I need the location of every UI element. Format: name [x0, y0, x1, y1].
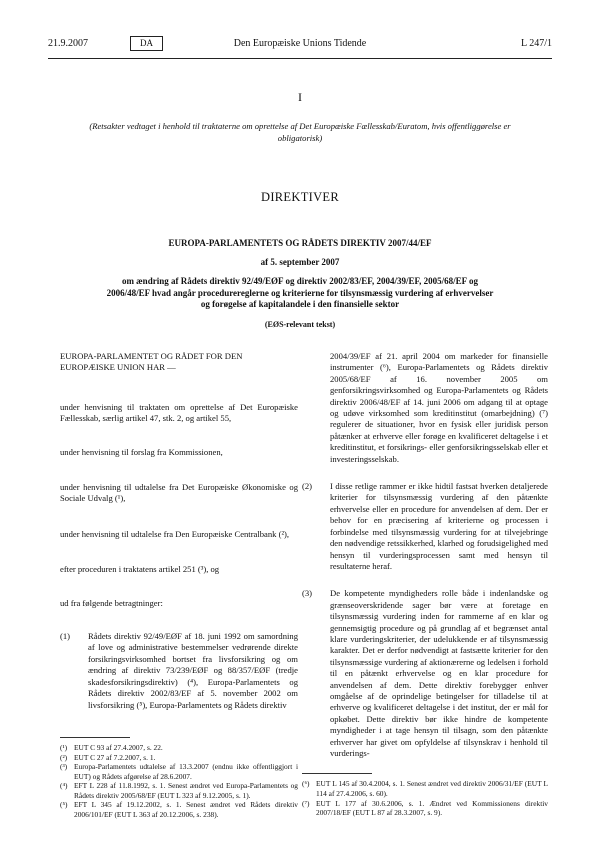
recital-number: (2) — [302, 481, 313, 492]
footnote-text: EUT C 93 af 27.4.2007, s. 22. — [74, 742, 163, 752]
recital-text: Rådets direktiv 92/49/EØF af 18. juni 1992 om samordning af love og administrative bestemmelser vedrørende direkte forsikringsvirksomhed bortset fra livsforsikring og om ændring af direktiv 73/239/EØF og 88/357/EØF (tredje skadesforsikringsdirektiv) (⁴), Europa-Parlamentets og Rådets direktiv 2002/83/EF af 5. november 2002 om livsforsikring (⁵), Europa-Parlamentets og Rådets direktiv — [88, 631, 298, 710]
footnote-number: (⁷) — [302, 798, 310, 808]
section-note: (Retsakter vedtaget i henhold til traktaterne om oprettelse af Det Europæiske Fællesskab/Euratom, hvis offentliggørelse er obligatorisk) — [89, 121, 511, 143]
footnote-rule — [60, 737, 130, 738]
recital-1-continued — [302, 351, 548, 465]
footnote-number: (⁶) — [302, 779, 310, 789]
citation: efter proceduren i traktatens artikel 251 (³), og — [60, 564, 220, 575]
right-column — [302, 351, 548, 818]
footnote-number: (³) — [60, 762, 68, 772]
header-rule — [48, 58, 552, 59]
footnote-text: EFT L 228 af 11.8.1992, s. 1. Senest ændret ved Europa-Parlamentets og Rådets direktiv 2005/68/EF (EUT L 323 af 9.12.2005, s. 1). — [74, 781, 298, 800]
footnote-rule — [302, 773, 372, 774]
footnote — [60, 753, 298, 763]
footnote-text: EUT C 27 af 7.2.2007, s. 1. — [74, 752, 156, 762]
footnote-number: (²) — [60, 752, 68, 762]
directive-date: af 5. september 2007 — [260, 257, 340, 267]
left-column — [60, 351, 298, 820]
eea-relevance: (EØS-relevant tekst) — [264, 320, 336, 329]
recital-3 — [302, 588, 548, 759]
directive-title: EUROPA-PARLAMENTETS OG RÅDETS DIREKTIV 2007/44/EF — [168, 238, 432, 248]
section-numeral: I — [298, 90, 302, 104]
footnote — [60, 762, 298, 781]
citation: under henvisning til traktaten om oprettelse af Det Europæiske Fællesskab, særlig artikel 47, stk. 2, og artikel 55, — [60, 401, 298, 424]
recital-number: (1) — [60, 631, 71, 642]
recital-text: De kompetente myndigheders rolle både i indenlandske og grænseoverskridende sager bør være at foretage en tilsynsmæssig vurdering inden for rammerne af en klar og gennemsigtig procedure og på grundlag af et begrænset antal klare vurderingskriterier, der udelukkende er af tilsynsmæssig karakter. Det er derfor nødvendigt at fastsætte kriterier for den tilsynsmæssige vurdering af aktionærerne og ledelsen i forhold til en påtænkt erhvervelse og en klar procedure for anvendelsen af dem. Dette direktiv forebygger enhver omgåelse af de oprindelige betingelser for tilladelse til at erhverve og kvalificeret deltagelse i det institut, der er mål for opkøbet. Dette direktiv bør ikke hindre de kompetente myndigheder i at tage hensyn til tilsagn, som den påtænkte erhverver har givet om opfyldelse af tilsynskrav i henhold til vurderings- — [330, 588, 548, 758]
recital-2 — [302, 481, 548, 572]
enacting-intro: EUROPA-PARLAMENTET OG RÅDET FOR DEN EUROPÆISKE UNION HAR — — [60, 351, 243, 373]
citation: under henvisning til forslag fra Kommissionen, — [60, 446, 223, 457]
recital-text: I disse retlige rammer er ikke hidtil fastsat hverken detaljerede kriterier for tilsynsmæssig vurdering af den påtænkte erhvervelse eller en procedure for anvendelsen af dem. Der er behov for en præcisering af kriterierne og processen i forbindelse med tilsynsmæssig vurdering for at tilvejebringe den nødvendige retssikkerhed, klarhed og forudsigelighed med hensyn til vurderingsprocessen samt med hensyn til resultaterne heraf. — [330, 481, 548, 571]
recital-text: 2004/39/EF af 21. april 2004 om markeder for finansielle instrumenter (⁶), Europa-Parlamentets og Rådets direktiv 2005/68/EF af 16. november 2005 om genforsikringsvirksomhed og Europa-Parlamentets og Rådets direktiv 2006/48/EF af 14. juni 2006 om adgang til at optage og udøve virksomhed som kreditinstitut (omarbejdning) (⁷) regulerer de situationer, hvor en fysisk eller juridisk person påtænker at erhverve eller forøge en kvalificeret deltagelse i et kreditinstitut, et forsikrings- eller genforsikringsselskab eller et investeringsselskab. — [330, 351, 548, 464]
header-date: 21.9.2007 — [48, 38, 88, 49]
footnote-number: (⁵) — [60, 800, 68, 810]
footnote-text: Europa-Parlamentets udtalelse af 13.3.2007 (endnu ikke offentliggjort i EUT) og Rådets afgørelse af 28.6.2007. — [74, 762, 298, 781]
citation: ud fra følgende betragtninger: — [60, 597, 163, 608]
footnote-number: (¹) — [60, 742, 68, 752]
directive-subject: om ændring af Rådets direktiv 92/49/EØF og direktiv 2002/83/EF, 2004/39/EF, 2005/68/EF og 2006/48/EF hvad angår procedurereglerne og kriterierne for tilsynsmæssig vurdering af erhvervelser og forøgelse af kapitalandele i den finansielle sektor — [106, 276, 494, 309]
section-heading: DIREKTIVER — [261, 190, 339, 204]
recital-number: (3) — [302, 588, 313, 599]
citation: under henvisning til udtalelse fra Det Europæiske Økonomiske og Sociale Udvalg (¹), — [60, 482, 298, 504]
journal-title: Den Europæiske Unions Tidende — [233, 38, 367, 49]
recital-1 — [60, 631, 298, 711]
footnote-text: EUT L 177 af 30.6.2006, s. 1. Ændret ved Kommissionens direktiv 2007/18/EF (EUT L 87 af 28.3.2007, s. 9). — [316, 798, 548, 818]
footnote — [302, 799, 548, 818]
footnote-number: (⁴) — [60, 781, 68, 791]
page-reference: L 247/1 — [520, 38, 552, 49]
citation: under henvisning til udtalelse fra Den Europæiske Centralbank (²), — [60, 528, 290, 539]
footnote — [60, 781, 298, 800]
footnote — [60, 800, 298, 819]
footnote-text: EUT L 145 af 30.4.2004, s. 1. Senest ændret ved direktiv 2006/31/EF (EUT L 114 af 27.4.2006, s. 60). — [316, 779, 548, 798]
footnote — [60, 743, 298, 753]
footnote-text: EFT L 345 af 19.12.2002, s. 1. Senest ændret ved Rådets direktiv 2006/101/EF (EUT L 363 af 20.12.2006, s. 238). — [74, 800, 298, 820]
page-header — [48, 38, 552, 54]
footnote — [302, 779, 548, 798]
language-badge: DA — [130, 36, 163, 51]
